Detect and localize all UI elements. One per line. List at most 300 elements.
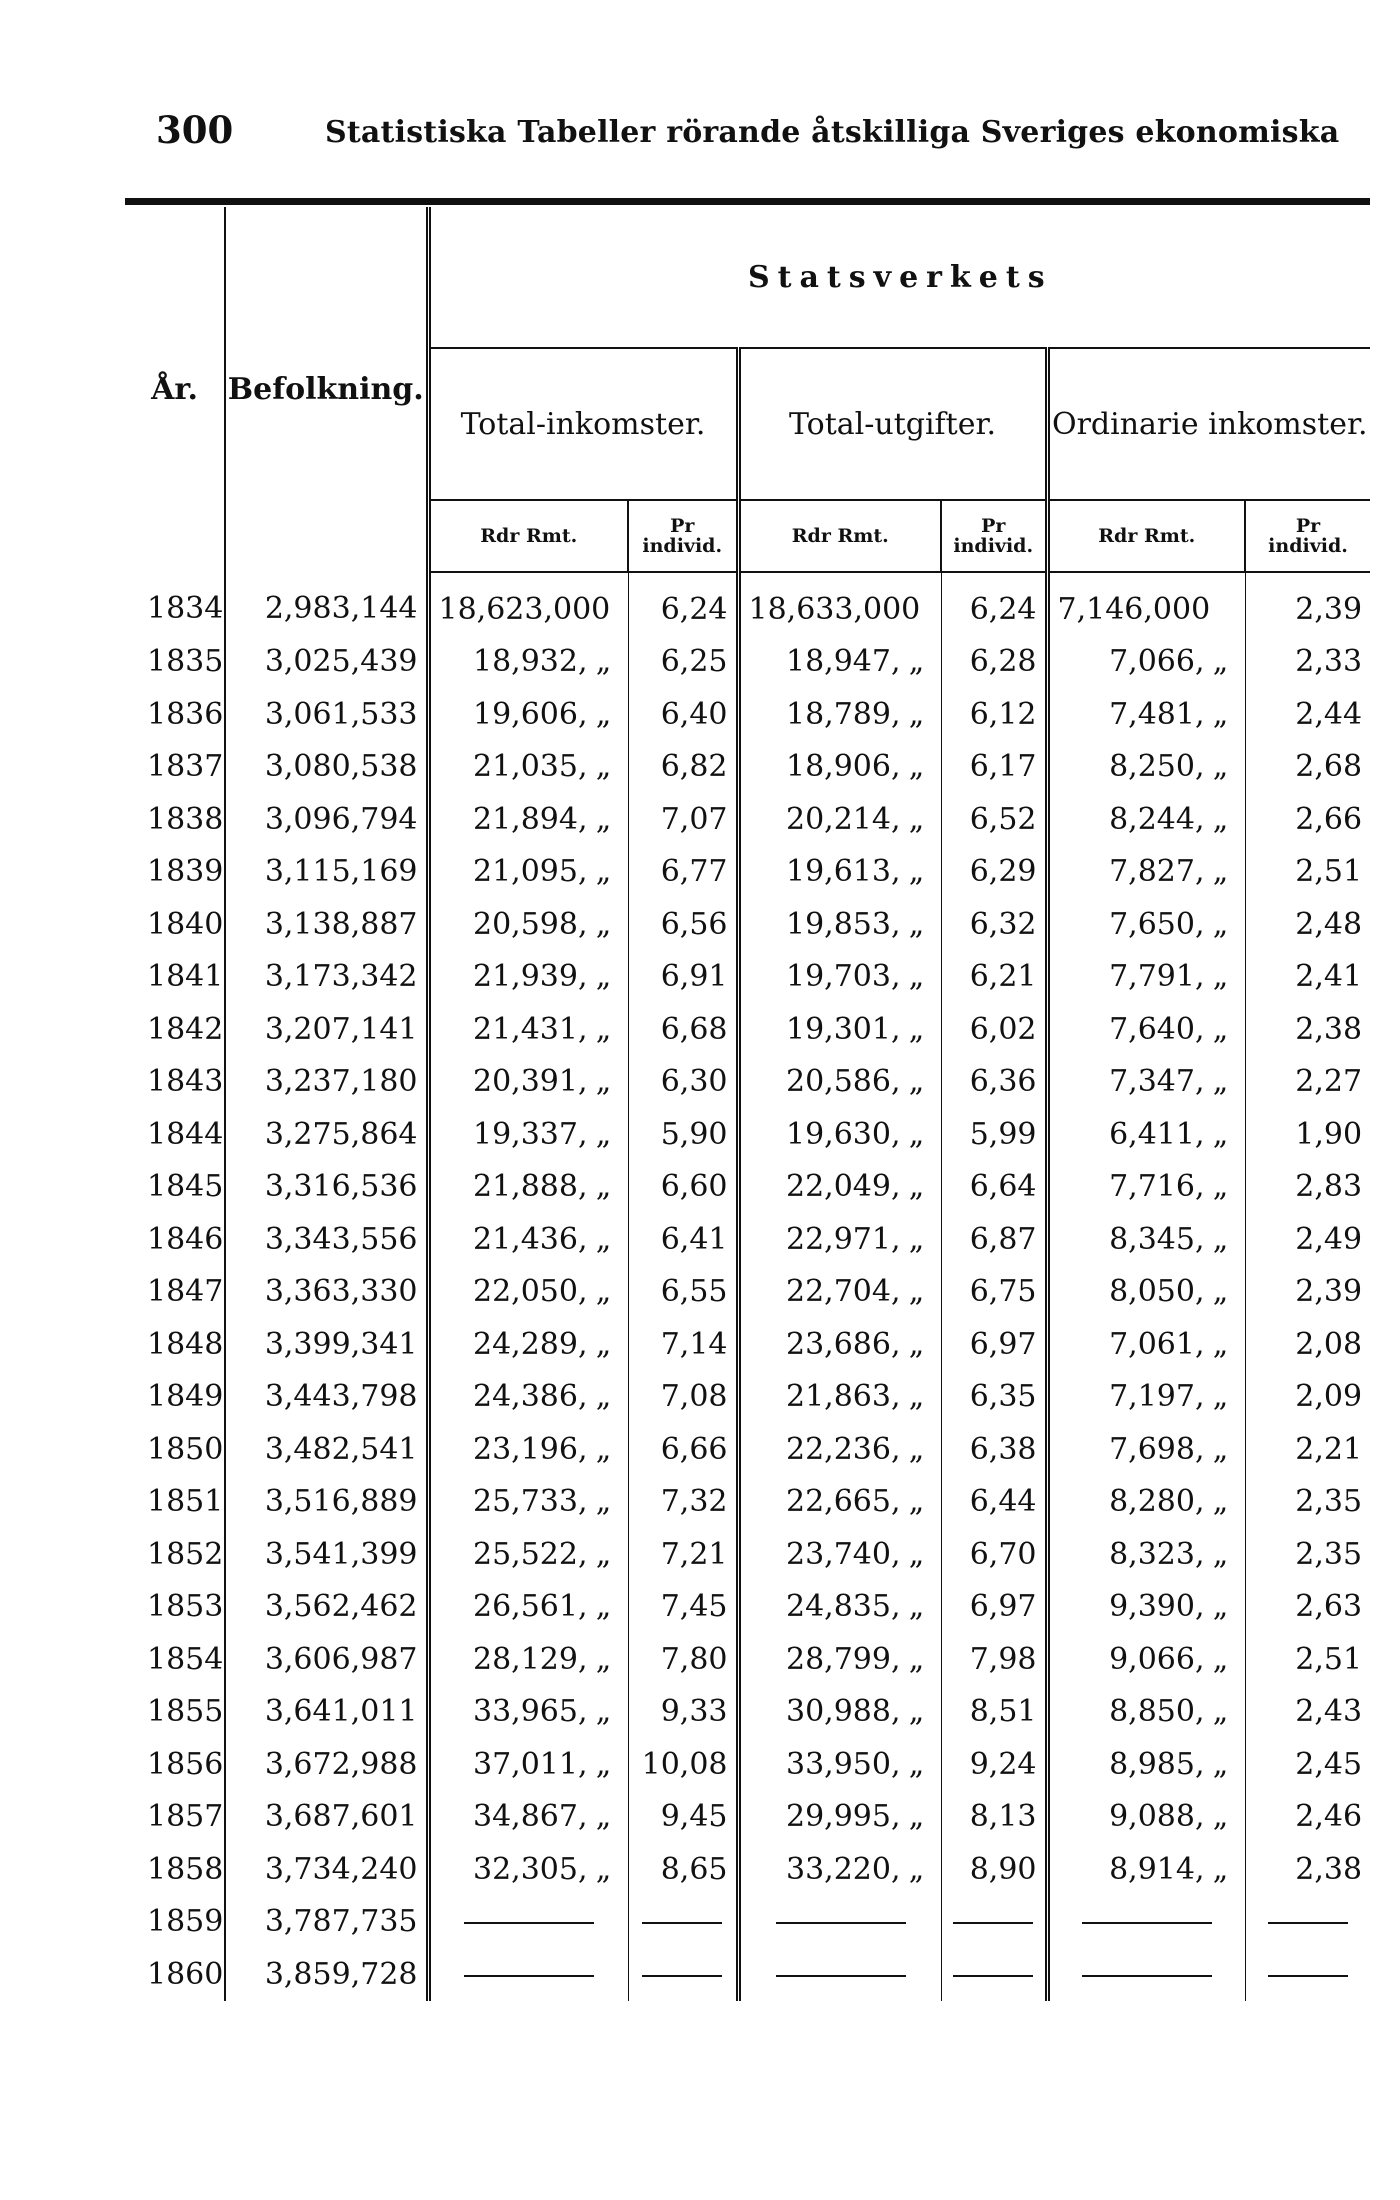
- cell-empty-dash: [738, 1948, 941, 2001]
- cell-year: [125, 741, 225, 794]
- cell-empty-dash: [1245, 1948, 1370, 2001]
- table-row: [125, 1423, 1370, 1476]
- cell-total-utgifter-rdr: [738, 1266, 941, 1319]
- ditto-mark: „: [908, 1589, 925, 1625]
- cell-value: 21,888,: [472, 1169, 588, 1205]
- subheader-rdr: Rdr Rmt.: [1047, 500, 1245, 572]
- ditto-mark: „: [595, 1169, 612, 1205]
- cell-ordinarie-inkomster-pr: [1245, 572, 1370, 636]
- subheader-individ: individ.: [642, 535, 723, 557]
- cell-value: 33,950,: [785, 1746, 901, 1782]
- cell-year: [125, 793, 225, 846]
- cell-ordinarie-inkomster-rdr: [1047, 1056, 1245, 1109]
- ditto-mark: „: [595, 1536, 612, 1572]
- ditto-mark: „: [908, 801, 925, 837]
- cell-ordinarie-inkomster-rdr: [1047, 1633, 1245, 1686]
- cell-total-inkomster-pr: [628, 1161, 738, 1214]
- cell-value: 2,63: [1295, 1589, 1363, 1625]
- dash-line: [1082, 1922, 1212, 1924]
- cell-value: 3,343,556: [264, 1221, 418, 1257]
- table-row: [125, 1108, 1370, 1161]
- table-row: [125, 1003, 1370, 1056]
- subheader-individ: individ.: [953, 535, 1034, 557]
- cell-ordinarie-inkomster-pr: [1245, 636, 1370, 689]
- cell-value: 3,080,538: [264, 749, 418, 785]
- cell-value: 2,68: [1295, 749, 1363, 785]
- cell-total-inkomster-pr: [628, 688, 738, 741]
- cell-total-inkomster-rdr: [428, 1633, 628, 1686]
- cell-value: 18,623,000: [438, 591, 611, 627]
- ditto-mark: „: [908, 1799, 925, 1835]
- cell-total-utgifter-rdr: [738, 1213, 941, 1266]
- cell-value: 8,65: [660, 1851, 728, 1887]
- cell-population: [225, 1003, 428, 1056]
- subheader-pr: Pr: [1295, 515, 1321, 537]
- cell-year: [125, 1318, 225, 1371]
- ditto-mark: „: [595, 854, 612, 890]
- cell-value: 18,932,: [472, 644, 588, 680]
- cell-year: [125, 1791, 225, 1844]
- cell-ordinarie-inkomster-rdr: [1047, 1738, 1245, 1791]
- cell-total-utgifter-rdr: [738, 1633, 941, 1686]
- cell-population: [225, 1581, 428, 1634]
- cell-year: [125, 1056, 225, 1109]
- ditto-mark: „: [1212, 1064, 1229, 1100]
- cell-value: 19,630,: [785, 1116, 901, 1152]
- ditto-mark: „: [1212, 1379, 1229, 1415]
- cell-value: 19,613,: [785, 854, 901, 890]
- cell-empty-dash: [1245, 1896, 1370, 1949]
- cell-value: 21,095,: [472, 854, 588, 890]
- cell-total-inkomster-pr: [628, 741, 738, 794]
- cell-value: 2,39: [1295, 1274, 1363, 1310]
- cell-value: 6,44: [969, 1484, 1037, 1520]
- cell-total-utgifter-rdr: [738, 572, 941, 636]
- cell-population: [225, 1528, 428, 1581]
- cell-empty-dash: [628, 1896, 738, 1949]
- cell-value: 6,56: [660, 906, 728, 942]
- cell-value: 1835: [147, 644, 224, 680]
- ditto-mark: „: [595, 801, 612, 837]
- dash-line: [953, 1922, 1033, 1924]
- table-row: [125, 1948, 1370, 2001]
- cell-year: [125, 1633, 225, 1686]
- cell-value: 1852: [147, 1536, 224, 1572]
- cell-value: 2,48: [1295, 906, 1363, 942]
- header-statsverkets: Statsverkets: [428, 207, 1370, 348]
- cell-value: 2,33: [1295, 644, 1363, 680]
- ditto-mark: „: [1212, 1326, 1229, 1362]
- cell-value: 7,066,: [1109, 644, 1205, 680]
- cell-ordinarie-inkomster-pr: [1245, 741, 1370, 794]
- cell-year: [125, 688, 225, 741]
- cell-value: 6,38: [969, 1431, 1037, 1467]
- cell-ordinarie-inkomster-pr: [1245, 1318, 1370, 1371]
- cell-ordinarie-inkomster-rdr: [1047, 846, 1245, 899]
- cell-value: 6,36: [969, 1064, 1037, 1100]
- cell-value: 18,947,: [785, 644, 901, 680]
- cell-value: 3,275,864: [264, 1116, 418, 1152]
- cell-population: [225, 1213, 428, 1266]
- cell-value: 1,90: [1295, 1116, 1363, 1152]
- cell-total-inkomster-pr: [628, 1056, 738, 1109]
- table-row: [125, 1581, 1370, 1634]
- cell-total-utgifter-pr: [941, 898, 1047, 951]
- ditto-mark: „: [595, 1274, 612, 1310]
- cell-value: 22,049,: [785, 1169, 901, 1205]
- cell-total-inkomster-pr: [628, 1686, 738, 1739]
- cell-value: 29,995,: [785, 1799, 901, 1835]
- cell-population: [225, 1423, 428, 1476]
- cell-total-inkomster-rdr: [428, 1423, 628, 1476]
- cell-ordinarie-inkomster-rdr: [1047, 1686, 1245, 1739]
- cell-ordinarie-inkomster-pr: [1245, 1056, 1370, 1109]
- cell-value: 8,250,: [1109, 749, 1205, 785]
- cell-total-inkomster-rdr: [428, 572, 628, 636]
- cell-value: 24,386,: [472, 1379, 588, 1415]
- cell-value: 7,80: [660, 1641, 728, 1677]
- cell-value: 7,791,: [1109, 959, 1205, 995]
- cell-total-utgifter-pr: [941, 1633, 1047, 1686]
- cell-population: [225, 846, 428, 899]
- ditto-mark: „: [1212, 1799, 1229, 1835]
- cell-empty-dash: [428, 1948, 628, 2001]
- cell-ordinarie-inkomster-rdr: [1047, 1791, 1245, 1844]
- ditto-mark: „: [595, 1379, 612, 1415]
- ditto-mark: „: [908, 1326, 925, 1362]
- cell-total-utgifter-pr: [941, 846, 1047, 899]
- cell-total-inkomster-pr: [628, 1476, 738, 1529]
- cell-value: 6,82: [660, 749, 728, 785]
- cell-total-inkomster-pr: [628, 951, 738, 1004]
- cell-ordinarie-inkomster-pr: [1245, 1738, 1370, 1791]
- ditto-mark: „: [595, 1116, 612, 1152]
- cell-value: 22,971,: [785, 1221, 901, 1257]
- ditto-mark: „: [1212, 801, 1229, 837]
- cell-year: [125, 1003, 225, 1056]
- cell-ordinarie-inkomster-pr: [1245, 1266, 1370, 1319]
- cell-value: 18,633,000: [748, 591, 921, 627]
- cell-total-utgifter-rdr: [738, 1423, 941, 1476]
- ditto-mark: „: [595, 1484, 612, 1520]
- ditto-mark: „: [595, 906, 612, 942]
- cell-total-utgifter-rdr: [738, 1318, 941, 1371]
- subheader-individ: individ.: [1268, 535, 1348, 557]
- cell-total-inkomster-pr: [628, 1738, 738, 1791]
- ditto-mark: „: [595, 1011, 612, 1047]
- header-population: Befolkning.: [225, 207, 428, 572]
- cell-value: 7,197,: [1109, 1379, 1205, 1415]
- cell-value: 3,482,541: [264, 1431, 418, 1467]
- ditto-mark: „: [595, 1851, 612, 1887]
- cell-total-utgifter-pr: [941, 1318, 1047, 1371]
- ditto-mark: „: [595, 959, 612, 995]
- cell-value: 2,38: [1295, 1011, 1363, 1047]
- ditto-mark: „: [1212, 1169, 1229, 1205]
- ditto-mark: „: [908, 1484, 925, 1520]
- cell-total-utgifter-pr: [941, 688, 1047, 741]
- cell-ordinarie-inkomster-rdr: [1047, 951, 1245, 1004]
- cell-total-utgifter-rdr: [738, 846, 941, 899]
- cell-population: [225, 1108, 428, 1161]
- cell-value: 2,45: [1295, 1746, 1363, 1782]
- table-header: [125, 207, 1370, 572]
- page-number: 300: [156, 108, 234, 152]
- cell-value: 3,237,180: [264, 1064, 418, 1100]
- table-row: [125, 1738, 1370, 1791]
- cell-value: 6,30: [660, 1064, 728, 1100]
- ditto-mark: „: [595, 1431, 612, 1467]
- cell-total-inkomster-rdr: [428, 1371, 628, 1424]
- cell-value: 9,390,: [1109, 1589, 1205, 1625]
- cell-value: 6,66: [660, 1431, 728, 1467]
- ditto-mark: „: [1212, 1589, 1229, 1625]
- cell-value: 26,561,: [472, 1589, 588, 1625]
- cell-population: [225, 1161, 428, 1214]
- cell-ordinarie-inkomster-rdr: [1047, 1003, 1245, 1056]
- cell-value: 21,863,: [785, 1379, 901, 1415]
- statistics-table: [125, 207, 1370, 2001]
- cell-value: 3,641,011: [264, 1694, 418, 1730]
- cell-value: 3,541,399: [264, 1536, 418, 1572]
- cell-value: 2,44: [1295, 696, 1363, 732]
- subheader-pr: Pr: [670, 515, 695, 537]
- cell-value: 1844: [147, 1116, 224, 1152]
- cell-value: 28,799,: [785, 1641, 901, 1677]
- cell-population: [225, 688, 428, 741]
- cell-value: 20,391,: [472, 1064, 588, 1100]
- cell-total-utgifter-pr: [941, 1791, 1047, 1844]
- cell-total-inkomster-rdr: [428, 1318, 628, 1371]
- ditto-mark: „: [908, 906, 925, 942]
- cell-empty-dash: [428, 1896, 628, 1949]
- cell-total-inkomster-rdr: [428, 1791, 628, 1844]
- cell-value: 28,129,: [472, 1641, 588, 1677]
- cell-value: 2,983,144: [264, 591, 418, 627]
- cell-value: 10,08: [641, 1746, 728, 1782]
- cell-value: 6,60: [660, 1169, 728, 1205]
- cell-value: 6,75: [969, 1274, 1037, 1310]
- cell-value: 19,703,: [785, 959, 901, 995]
- subheader-rdr: Rdr Rmt.: [428, 500, 628, 572]
- cell-population: [225, 1633, 428, 1686]
- cell-population: 3,859,728: [225, 1948, 428, 2001]
- ditto-mark: „: [908, 1221, 925, 1257]
- cell-total-utgifter-rdr: [738, 688, 941, 741]
- cell-year: [125, 1738, 225, 1791]
- cell-value: 6,29: [969, 854, 1037, 890]
- ditto-mark: „: [908, 749, 925, 785]
- cell-ordinarie-inkomster-pr: [1245, 898, 1370, 951]
- cell-value: 6,68: [660, 1011, 728, 1047]
- cell-year: 1859: [147, 1904, 224, 1940]
- cell-total-utgifter-pr: [941, 1738, 1047, 1791]
- dash-line: [642, 1922, 722, 1924]
- cell-value: 2,46: [1295, 1799, 1363, 1835]
- cell-total-utgifter-rdr: [738, 1476, 941, 1529]
- cell-total-utgifter-pr: [941, 741, 1047, 794]
- ditto-mark: „: [595, 644, 612, 680]
- cell-value: 1854: [147, 1641, 224, 1677]
- cell-ordinarie-inkomster-rdr: [1047, 1371, 1245, 1424]
- cell-total-inkomster-rdr: [428, 898, 628, 951]
- cell-ordinarie-inkomster-rdr: [1047, 1266, 1245, 1319]
- cell-total-inkomster-pr: [628, 793, 738, 846]
- cell-total-utgifter-rdr: [738, 1371, 941, 1424]
- header-ordinarie-inkomster: Ordinarie inkomster.: [1047, 348, 1370, 500]
- table-row: [125, 1161, 1370, 1214]
- cell-total-inkomster-rdr: [428, 951, 628, 1004]
- cell-population: [225, 793, 428, 846]
- ditto-mark: „: [908, 644, 925, 680]
- cell-value: 2,21: [1295, 1431, 1363, 1467]
- cell-empty-dash: [1047, 1896, 1245, 1949]
- cell-value: 2,08: [1295, 1326, 1363, 1362]
- cell-value: 8,323,: [1109, 1536, 1205, 1572]
- table-row: [125, 1528, 1370, 1581]
- cell-total-inkomster-pr: [628, 898, 738, 951]
- dash-line: [1268, 1975, 1348, 1977]
- cell-total-utgifter-rdr: [738, 951, 941, 1004]
- cell-total-inkomster-rdr: [428, 1843, 628, 1896]
- cell-total-inkomster-rdr: [428, 1476, 628, 1529]
- cell-value: 3,061,533: [264, 696, 418, 732]
- ditto-mark: „: [908, 1431, 925, 1467]
- cell-value: 1837: [147, 749, 224, 785]
- table-row: [125, 1371, 1370, 1424]
- cell-total-inkomster-rdr: [428, 688, 628, 741]
- dash-line: [464, 1975, 594, 1977]
- table-row: [125, 1843, 1370, 1896]
- cell-total-utgifter-rdr: [738, 1108, 941, 1161]
- table-row: [125, 572, 1370, 636]
- cell-ordinarie-inkomster-rdr: [1047, 1213, 1245, 1266]
- cell-value: 3,316,536: [264, 1169, 418, 1205]
- cell-total-inkomster-rdr: [428, 741, 628, 794]
- cell-value: 8,914,: [1109, 1851, 1205, 1887]
- cell-total-inkomster-rdr: [428, 846, 628, 899]
- cell-value: 20,598,: [472, 906, 588, 942]
- cell-value: 3,399,341: [264, 1326, 418, 1362]
- cell-population: [225, 951, 428, 1004]
- running-title: Statistiska Tabeller rörande åtskilliga Sveriges ekonomiska: [325, 115, 1340, 150]
- subheader-pr: Pr: [981, 515, 1006, 537]
- table-row: [125, 1213, 1370, 1266]
- cell-value: 30,988,: [785, 1694, 901, 1730]
- cell-value: 33,965,: [472, 1694, 588, 1730]
- cell-total-utgifter-pr: [941, 1161, 1047, 1214]
- cell-value: 25,733,: [472, 1484, 588, 1520]
- cell-total-inkomster-pr: [628, 1371, 738, 1424]
- cell-ordinarie-inkomster-pr: [1245, 1528, 1370, 1581]
- ditto-mark: „: [908, 854, 925, 890]
- cell-value: 19,853,: [785, 906, 901, 942]
- cell-value: 6,17: [969, 749, 1037, 785]
- cell-total-utgifter-rdr: [738, 1003, 941, 1056]
- cell-value: 7,481,: [1109, 696, 1205, 732]
- cell-value: 9,45: [660, 1799, 728, 1835]
- cell-value: 7,21: [660, 1536, 728, 1572]
- cell-total-utgifter-rdr: [738, 1738, 941, 1791]
- cell-value: 5,99: [969, 1116, 1037, 1152]
- cell-value: 24,289,: [472, 1326, 588, 1362]
- cell-value: 20,214,: [785, 801, 901, 837]
- cell-year: [125, 1161, 225, 1214]
- table-row: [125, 688, 1370, 741]
- cell-value: 19,337,: [472, 1116, 588, 1152]
- statistics-table-container: [125, 207, 1370, 2037]
- cell-population: 3,787,735: [225, 1896, 428, 1949]
- cell-total-inkomster-pr: [628, 846, 738, 899]
- cell-value: 9,088,: [1109, 1799, 1205, 1835]
- cell-year: [125, 846, 225, 899]
- cell-total-utgifter-rdr: [738, 1686, 941, 1739]
- cell-total-utgifter-pr: [941, 793, 1047, 846]
- cell-total-inkomster-rdr: [428, 1056, 628, 1109]
- ditto-mark: „: [1212, 1641, 1229, 1677]
- cell-empty-dash: [1047, 1948, 1245, 2001]
- table-body: [125, 572, 1370, 2001]
- cell-value: 8,850,: [1109, 1694, 1205, 1730]
- cell-value: 8,345,: [1109, 1221, 1205, 1257]
- cell-empty-dash: [941, 1948, 1047, 2001]
- cell-ordinarie-inkomster-pr: [1245, 1791, 1370, 1844]
- header-year: År.: [151, 372, 198, 407]
- cell-ordinarie-inkomster-pr: [1245, 688, 1370, 741]
- cell-value: 3,173,342: [264, 959, 418, 995]
- ditto-mark: „: [908, 1851, 925, 1887]
- cell-total-utgifter-pr: [941, 1581, 1047, 1634]
- cell-value: 1857: [147, 1799, 224, 1835]
- cell-value: 6,24: [660, 591, 728, 627]
- cell-ordinarie-inkomster-rdr: [1047, 688, 1245, 741]
- cell-population: [225, 898, 428, 951]
- cell-value: 6,21: [969, 959, 1037, 995]
- cell-year: [125, 1528, 225, 1581]
- ditto-mark: „: [1212, 959, 1229, 995]
- cell-value: 6,91: [660, 959, 728, 995]
- cell-value: 8,13: [969, 1799, 1037, 1835]
- cell-ordinarie-inkomster-pr: [1245, 1161, 1370, 1214]
- cell-value: 19,606,: [472, 696, 588, 732]
- ditto-mark: „: [595, 1746, 612, 1782]
- cell-value: 22,236,: [785, 1431, 901, 1467]
- cell-total-utgifter-pr: [941, 572, 1047, 636]
- cell-total-inkomster-rdr: [428, 1003, 628, 1056]
- cell-value: 1845: [147, 1169, 224, 1205]
- cell-value: 1839: [147, 854, 224, 890]
- cell-empty-dash: [941, 1896, 1047, 1949]
- dash-line: [1082, 1975, 1212, 1977]
- cell-value: 1846: [147, 1221, 224, 1257]
- ditto-mark: „: [908, 1116, 925, 1152]
- ditto-mark: „: [908, 1274, 925, 1310]
- ditto-mark: „: [595, 1799, 612, 1835]
- cell-value: 3,207,141: [264, 1011, 418, 1047]
- ditto-mark: „: [595, 696, 612, 732]
- cell-total-inkomster-rdr: [428, 636, 628, 689]
- cell-value: 7,98: [969, 1641, 1037, 1677]
- cell-ordinarie-inkomster-rdr: [1047, 898, 1245, 951]
- cell-total-utgifter-pr: [941, 1003, 1047, 1056]
- cell-population: [225, 1476, 428, 1529]
- cell-value: 6,40: [660, 696, 728, 732]
- cell-value: 6,87: [969, 1221, 1037, 1257]
- ditto-mark: „: [1212, 1851, 1229, 1887]
- ditto-mark: „: [908, 1641, 925, 1677]
- cell-ordinarie-inkomster-pr: [1245, 1003, 1370, 1056]
- cell-value: 1843: [147, 1064, 224, 1100]
